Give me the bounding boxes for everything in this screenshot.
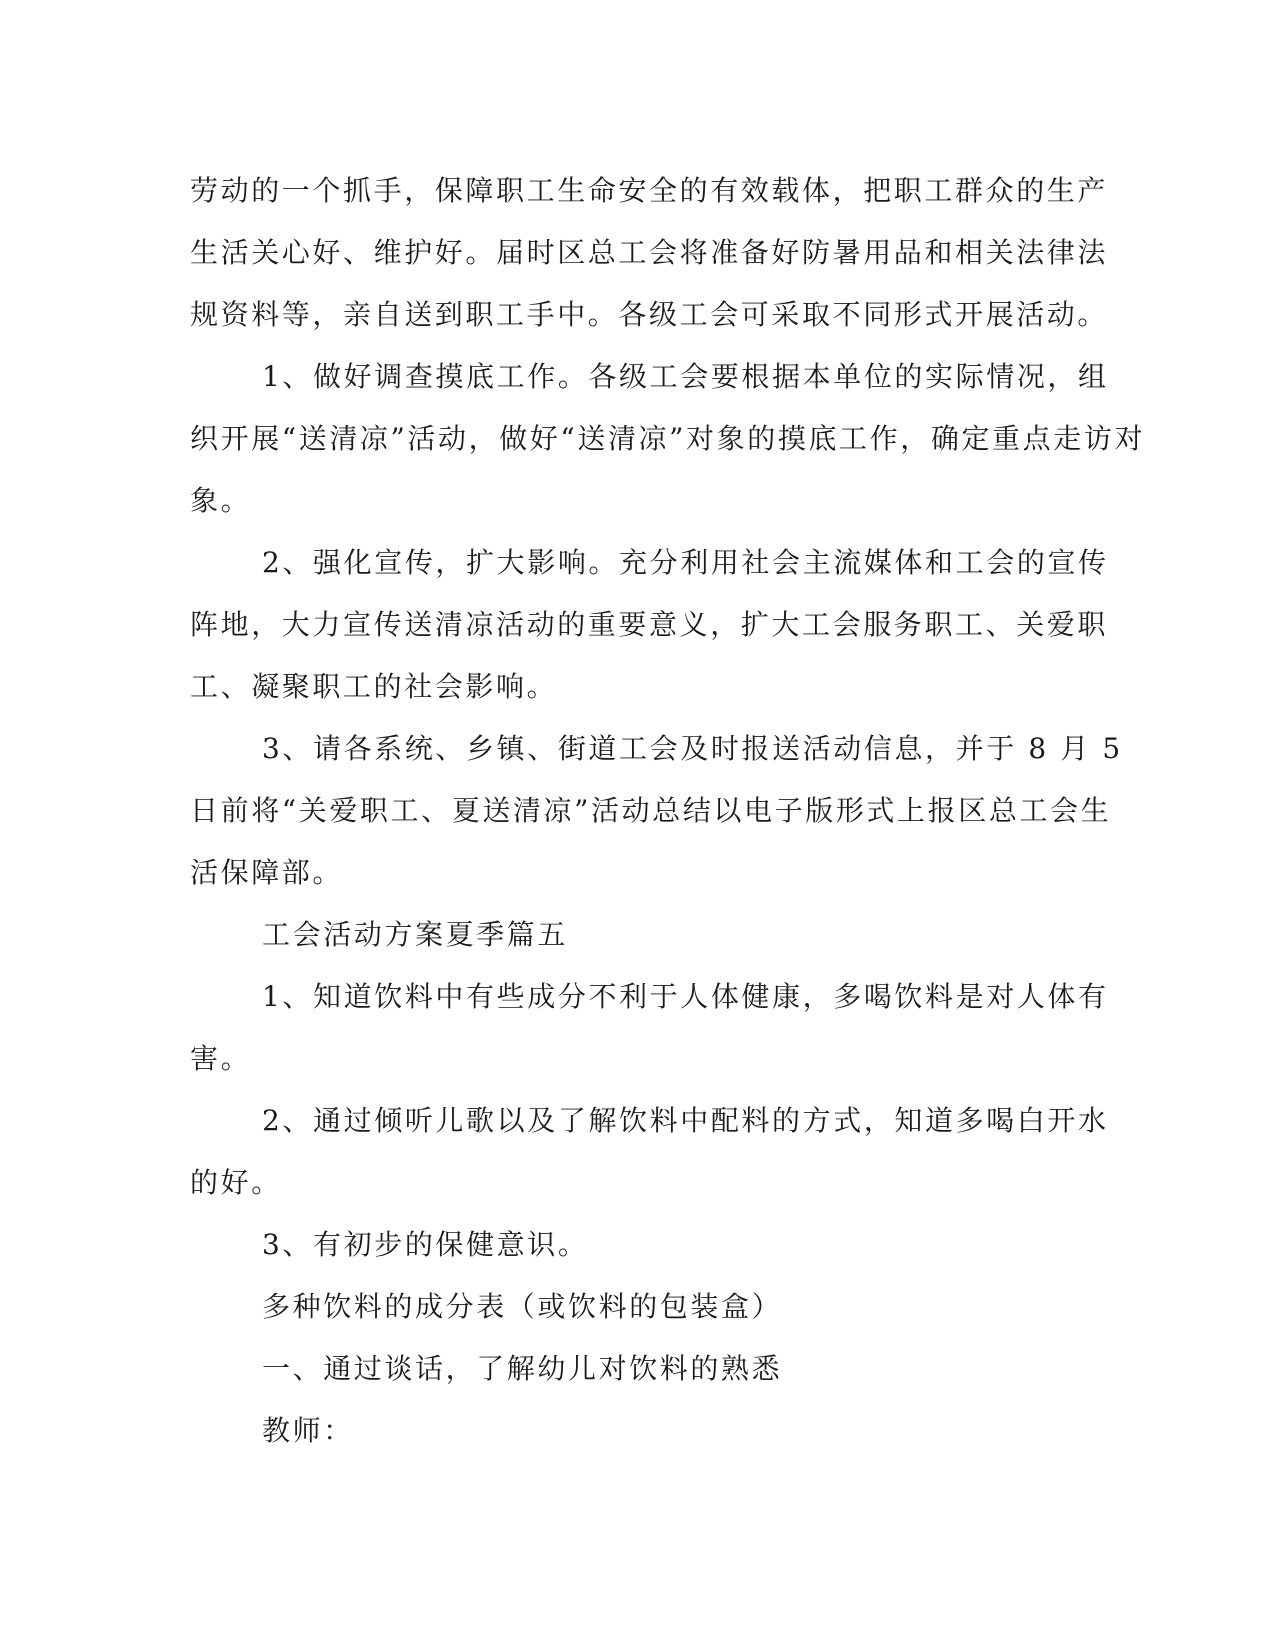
text-line: 规资料等，亲自送到职工手中。各级工会可采取不同形式开展活动。 [190,298,1109,331]
text-line: 阵地，大力宣传送清凉活动的重要意义，扩大工会服务职工、关爱职 [190,608,1109,641]
paragraph [190,966,1109,1090]
text-line: 日前将“关爱职工、夏送清凉”活动总结以电子版形式上报区总工会生 [190,794,1112,827]
paragraph [190,1338,1085,1400]
text-line: 1、知道饮料中有些成分不利于人体健康，多喝饮料是对人体有 [262,980,1109,1013]
paragraph [190,1090,1109,1214]
text-line: 生活关心好、维护好。届时区总工会将准备好防暑用品和相关法律法 [190,236,1109,269]
text-line: 2、通过倾听儿歌以及了解饮料中配料的方式，知道多喝白开水 [262,1104,1109,1137]
text-line: 的好。 [190,1166,282,1199]
paragraph [190,160,1109,346]
text-line: 象。 [190,484,252,517]
paragraph [190,346,1146,532]
text-line: 织开展“送清凉”活动，做好“送清凉”对象的摸底工作，确定重点走访对 [190,422,1146,455]
paragraph [190,1400,1085,1462]
text-line: 3、请各系统、乡镇、街道工会及时报送活动信息，并于 8 月 5 [262,732,1123,765]
paragraph [190,1214,1085,1276]
text-line: 1、做好调查摸底工作。各级工会要根据本单位的实际情况，组 [262,360,1109,393]
text-line: 教师： [262,1414,354,1447]
paragraph [190,904,1085,966]
text-line: 工会活动方案夏季篇五 [262,918,569,951]
document-body [190,160,1146,1462]
paragraph [190,532,1109,718]
paragraph [190,718,1123,904]
paragraph [190,1276,1085,1338]
text-line: 2、强化宣传，扩大影响。充分利用社会主流媒体和工会的宣传 [262,546,1109,579]
text-line: 3、有初步的保健意识。 [262,1228,589,1261]
text-line: 工、凝聚职工的社会影响。 [190,670,558,703]
text-line: 活保障部。 [190,856,344,889]
text-line: 劳动的一个抓手，保障职工生命安全的有效载体，把职工群众的生产 [190,174,1109,207]
text-line: 多种饮料的成分表（或饮料的包装盒） [262,1290,783,1323]
text-line: 害。 [190,1042,252,1075]
text-line: 一、通过谈话，了解幼儿对饮料的熟悉 [262,1352,783,1385]
